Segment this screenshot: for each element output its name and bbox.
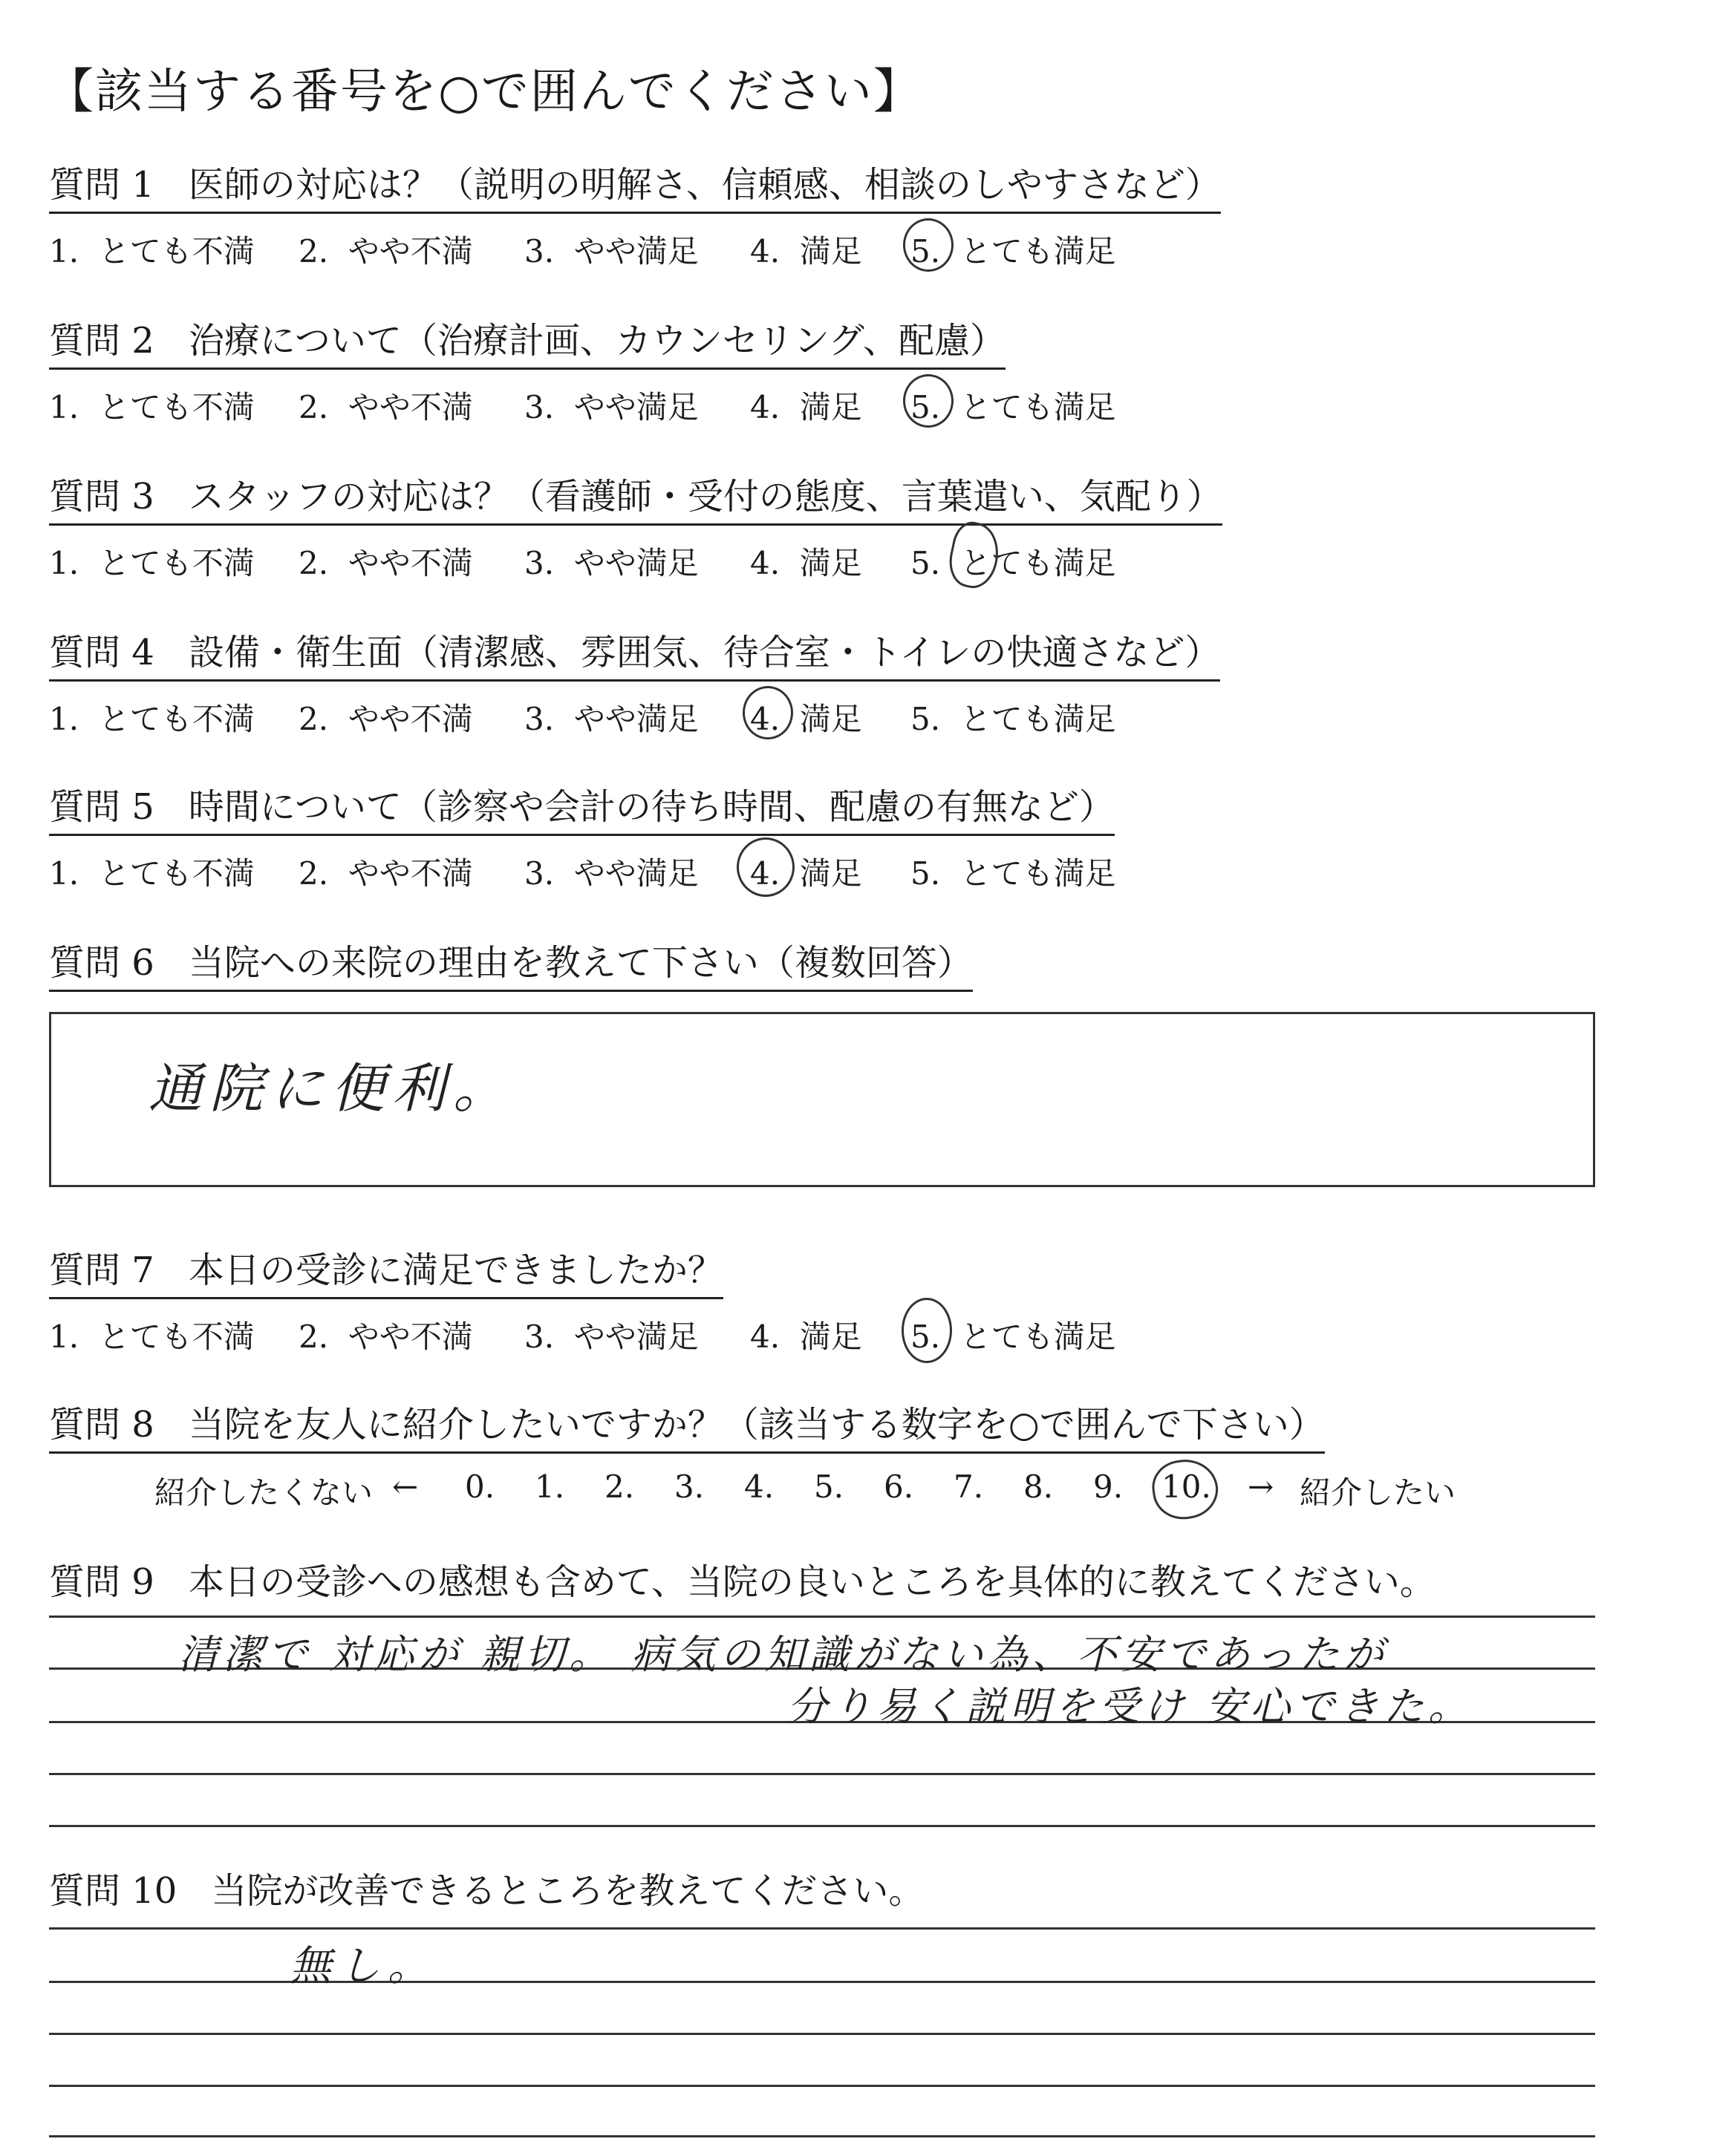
scale-10[interactable]: 10. bbox=[1161, 1469, 1211, 1505]
question-label: 質問 3 スタッフの対応は？（看護師・受付の態度、言葉遣い、気配り） bbox=[49, 468, 1222, 526]
option-1[interactable]: 1. とても不満 bbox=[49, 1319, 255, 1355]
question-label: 質問 5 時間について（診察や会計の待ち時間、配慮の有無など） bbox=[49, 778, 1115, 836]
option-2[interactable]: 2. やや不満 bbox=[299, 701, 473, 737]
handwritten-answer-q9-line2: 分り易く説明を受け 安心できた。 bbox=[787, 1683, 1473, 1730]
option-2[interactable]: 2. やや不満 bbox=[299, 389, 473, 425]
rating-options bbox=[49, 695, 1220, 736]
answer-line bbox=[49, 2135, 1595, 2137]
scale-7[interactable]: 7. bbox=[954, 1469, 984, 1505]
scale-right-label: 紹介したい bbox=[1300, 1474, 1456, 1511]
option-2[interactable]: 2. やや不満 bbox=[299, 233, 473, 270]
rating-options bbox=[49, 849, 1115, 891]
option-5[interactable]: 5. とても満足 bbox=[910, 855, 1116, 892]
option-5[interactable]: 5. とても満足 bbox=[910, 233, 1116, 270]
option-2[interactable]: 2. やや不満 bbox=[299, 1319, 473, 1355]
question-label: 質問 10 当院が改善できるところを教えてください。 bbox=[49, 1870, 925, 1912]
option-5[interactable]: 5. とても満足 bbox=[910, 389, 1116, 425]
scale-8[interactable]: 8. bbox=[1023, 1469, 1054, 1505]
answer-line bbox=[49, 1825, 1595, 1827]
scale-left-label: 紹介したくない bbox=[154, 1474, 374, 1511]
option-1[interactable]: 1. とても不満 bbox=[49, 701, 255, 737]
option-3[interactable]: 3. やや満足 bbox=[524, 389, 699, 425]
form-title: 【該当する番号を○で囲んでください】 bbox=[46, 65, 922, 120]
option-5[interactable]: 5. とても満足 bbox=[910, 545, 1116, 581]
question-6 bbox=[49, 934, 973, 992]
rating-options bbox=[49, 227, 1221, 269]
scale-6[interactable]: 6. bbox=[884, 1469, 914, 1505]
question-label: 質問 2 治療について（治療計画、カウンセリング、配慮） bbox=[49, 312, 1006, 370]
option-5[interactable]: 5. とても満足 bbox=[910, 1319, 1116, 1355]
question-5 bbox=[49, 778, 1115, 891]
option-4[interactable]: 4. 満足 bbox=[750, 701, 862, 737]
option-4[interactable]: 4. 満足 bbox=[750, 389, 862, 425]
option-1[interactable]: 1. とても不満 bbox=[49, 855, 255, 892]
question-1 bbox=[49, 156, 1221, 269]
question-8 bbox=[49, 1396, 1456, 1511]
question-9 bbox=[49, 1553, 1435, 1609]
left-arrow-icon: ← bbox=[392, 1469, 419, 1505]
rating-options bbox=[49, 1313, 1116, 1355]
question-4 bbox=[49, 624, 1220, 736]
question-7 bbox=[49, 1241, 1116, 1355]
scale-4[interactable]: 4. bbox=[744, 1469, 775, 1505]
answer-line bbox=[49, 2033, 1595, 2035]
handwritten-answer-q6: 通院に便利。 bbox=[149, 1057, 515, 1120]
handwritten-answer-q9-line1: 清潔で 対応が 親切。 病気の知識がない為、不安であったが bbox=[178, 1631, 1388, 1678]
question-2 bbox=[49, 312, 1116, 425]
option-3[interactable]: 3. やや満足 bbox=[524, 855, 699, 892]
option-3[interactable]: 3. やや満足 bbox=[524, 701, 699, 737]
question-label: 質問 9 本日の受診への感想も含めて、当院の良いところを具体的に教えてください。 bbox=[49, 1561, 1435, 1603]
right-arrow-icon: → bbox=[1248, 1469, 1274, 1505]
option-3[interactable]: 3. やや満足 bbox=[524, 545, 699, 581]
answer-line bbox=[49, 1773, 1595, 1775]
option-1[interactable]: 1. とても不満 bbox=[49, 545, 255, 581]
question-label: 質問 4 設備・衛生面（清潔感、雰囲気、待合室・トイレの快適さなど） bbox=[49, 624, 1220, 682]
option-4[interactable]: 4. 満足 bbox=[750, 233, 862, 270]
option-1[interactable]: 1. とても不満 bbox=[49, 233, 255, 270]
option-4[interactable]: 4. 満足 bbox=[750, 1319, 862, 1355]
answer-line bbox=[49, 1616, 1595, 1618]
rating-options bbox=[49, 383, 1116, 425]
option-3[interactable]: 3. やや満足 bbox=[524, 1319, 699, 1355]
question-label: 質問 7 本日の受診に満足できましたか？ bbox=[49, 1241, 723, 1299]
option-3[interactable]: 3. やや満足 bbox=[524, 233, 699, 270]
selection-circle bbox=[1149, 1455, 1222, 1523]
rating-options bbox=[49, 539, 1222, 581]
option-1[interactable]: 1. とても不満 bbox=[49, 389, 255, 425]
recommend-scale bbox=[49, 1469, 1456, 1511]
scale-3[interactable]: 3. bbox=[674, 1469, 705, 1505]
handwritten-answer-q10: 無し。 bbox=[290, 1942, 437, 1990]
option-2[interactable]: 2. やや不満 bbox=[299, 545, 473, 581]
question-10 bbox=[49, 1862, 924, 1918]
question-label: 質問 8 当院を友人に紹介したいですか？（該当する数字を○で囲んで下さい） bbox=[49, 1396, 1325, 1454]
question-label: 質問 1 医師の対応は？（説明の明解さ、信頼感、相談のしやすさなど） bbox=[49, 156, 1221, 214]
answer-line bbox=[49, 1927, 1595, 1930]
scale-5[interactable]: 5. bbox=[814, 1469, 844, 1505]
option-5[interactable]: 5. とても満足 bbox=[910, 701, 1116, 737]
question-3 bbox=[49, 468, 1222, 581]
scale-9[interactable]: 9. bbox=[1093, 1469, 1124, 1505]
option-4[interactable]: 4. 満足 bbox=[750, 545, 862, 581]
answer-line bbox=[49, 2085, 1595, 2087]
answer-line bbox=[49, 1981, 1595, 1983]
question-label: 質問 6 当院への来院の理由を教えて下さい（複数回答） bbox=[49, 934, 973, 992]
option-2[interactable]: 2. やや不満 bbox=[299, 855, 473, 892]
option-4[interactable]: 4. 満足 bbox=[750, 855, 862, 892]
scale-2[interactable]: 2. bbox=[604, 1469, 635, 1505]
scale-1[interactable]: 1. bbox=[535, 1469, 565, 1505]
scale-0[interactable]: 0. bbox=[465, 1469, 495, 1505]
